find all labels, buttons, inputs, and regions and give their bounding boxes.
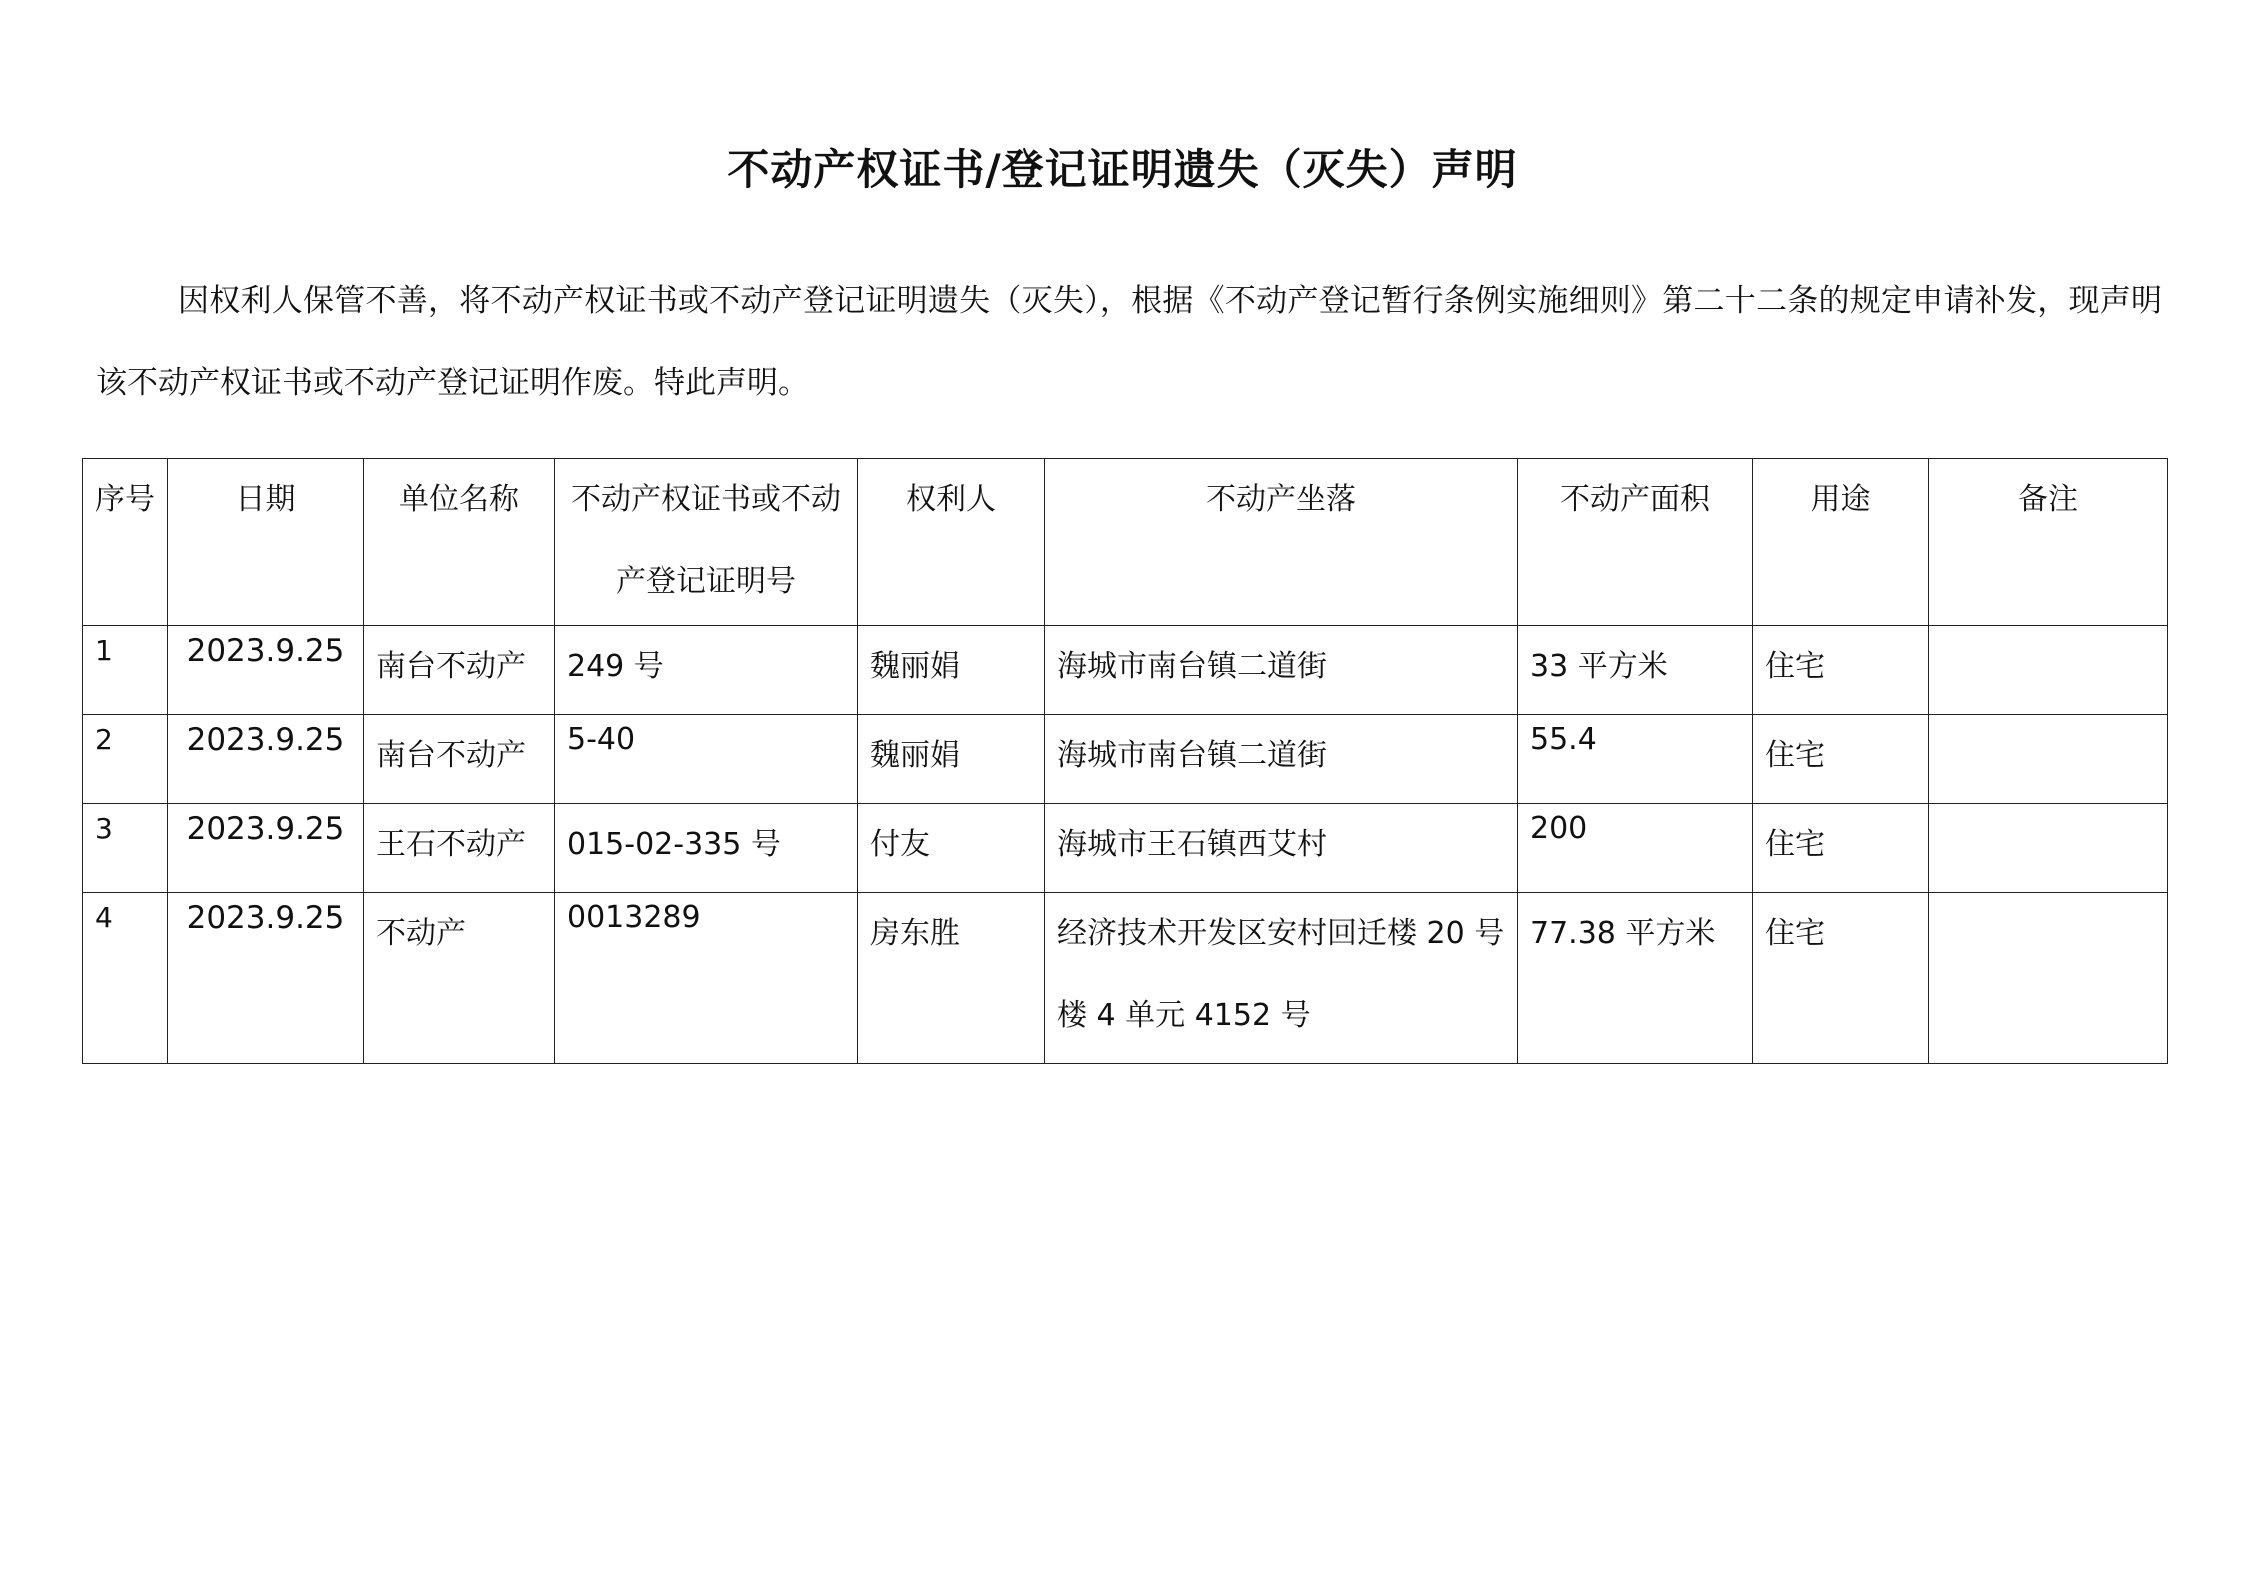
cell-index: 4 [83, 893, 168, 1064]
cell-date: 2023.9.25 [168, 715, 364, 804]
header-usage: 用途 [1753, 459, 1929, 626]
cell-index: 1 [83, 626, 168, 715]
cell-index: 3 [83, 804, 168, 893]
cell-location: 经济技术开发区安村回迁楼 20 号楼 4 单元 4152 号 [1045, 893, 1518, 1064]
cell-unit: 王石不动产 [364, 804, 555, 893]
cell-usage: 住宅 [1753, 893, 1929, 1064]
header-location: 不动产坐落 [1045, 459, 1518, 626]
cell-cert-no: 249 号 [555, 626, 858, 715]
header-cert-no: 不动产权证书或不动产登记证明号 [555, 459, 858, 626]
table-row [83, 715, 2168, 804]
header-remark: 备注 [1929, 459, 2168, 626]
cell-area: 200 [1518, 804, 1753, 893]
cell-date: 2023.9.25 [168, 893, 364, 1064]
cell-remark [1929, 626, 2168, 715]
cell-cert-no: 015-02-335 号 [555, 804, 858, 893]
header-area: 不动产面积 [1518, 459, 1753, 626]
cell-unit: 南台不动产 [364, 715, 555, 804]
table-row [83, 804, 2168, 893]
statement-paragraph: 因权利人保管不善，将不动产权证书或不动产登记证明遗失（灭失），根据《不动产登记暂行条例实施细则》第二十二条的规定申请补发，现声明该不动产权证书或不动产登记证明作废。特此声明。 [96, 283, 2162, 401]
cell-date: 2023.9.25 [168, 804, 364, 893]
cell-usage: 住宅 [1753, 715, 1929, 804]
cell-holder: 付友 [858, 804, 1045, 893]
cell-area: 77.38 平方米 [1518, 893, 1753, 1064]
cell-usage: 住宅 [1753, 626, 1929, 715]
cell-holder: 魏丽娟 [858, 715, 1045, 804]
header-date: 日期 [168, 459, 364, 626]
cell-remark [1929, 804, 2168, 893]
document-title: 不动产权证书/登记证明遗失（灭失）声明 [727, 145, 1518, 194]
cell-usage: 住宅 [1753, 804, 1929, 893]
cell-location: 海城市王石镇西艾村 [1045, 804, 1518, 893]
cell-location: 海城市南台镇二道街 [1045, 626, 1518, 715]
cell-index: 2 [83, 715, 168, 804]
cell-location: 海城市南台镇二道街 [1045, 715, 1518, 804]
cell-area: 33 平方米 [1518, 626, 1753, 715]
records-table [82, 458, 2168, 1064]
cell-cert-no: 5-40 [555, 715, 858, 804]
table-row [83, 626, 2168, 715]
header-index: 序号 [83, 459, 168, 626]
cell-remark [1929, 715, 2168, 804]
table-row [83, 893, 2168, 1064]
header-holder: 权利人 [858, 459, 1045, 626]
cell-unit: 不动产 [364, 893, 555, 1064]
cell-holder: 房东胜 [858, 893, 1045, 1064]
cell-unit: 南台不动产 [364, 626, 555, 715]
cell-date: 2023.9.25 [168, 626, 364, 715]
cell-remark [1929, 893, 2168, 1064]
table-header-row [83, 459, 2168, 626]
cell-holder: 魏丽娟 [858, 626, 1045, 715]
header-unit: 单位名称 [364, 459, 555, 626]
cell-area: 55.4 [1518, 715, 1753, 804]
cell-cert-no: 0013289 [555, 893, 858, 1064]
